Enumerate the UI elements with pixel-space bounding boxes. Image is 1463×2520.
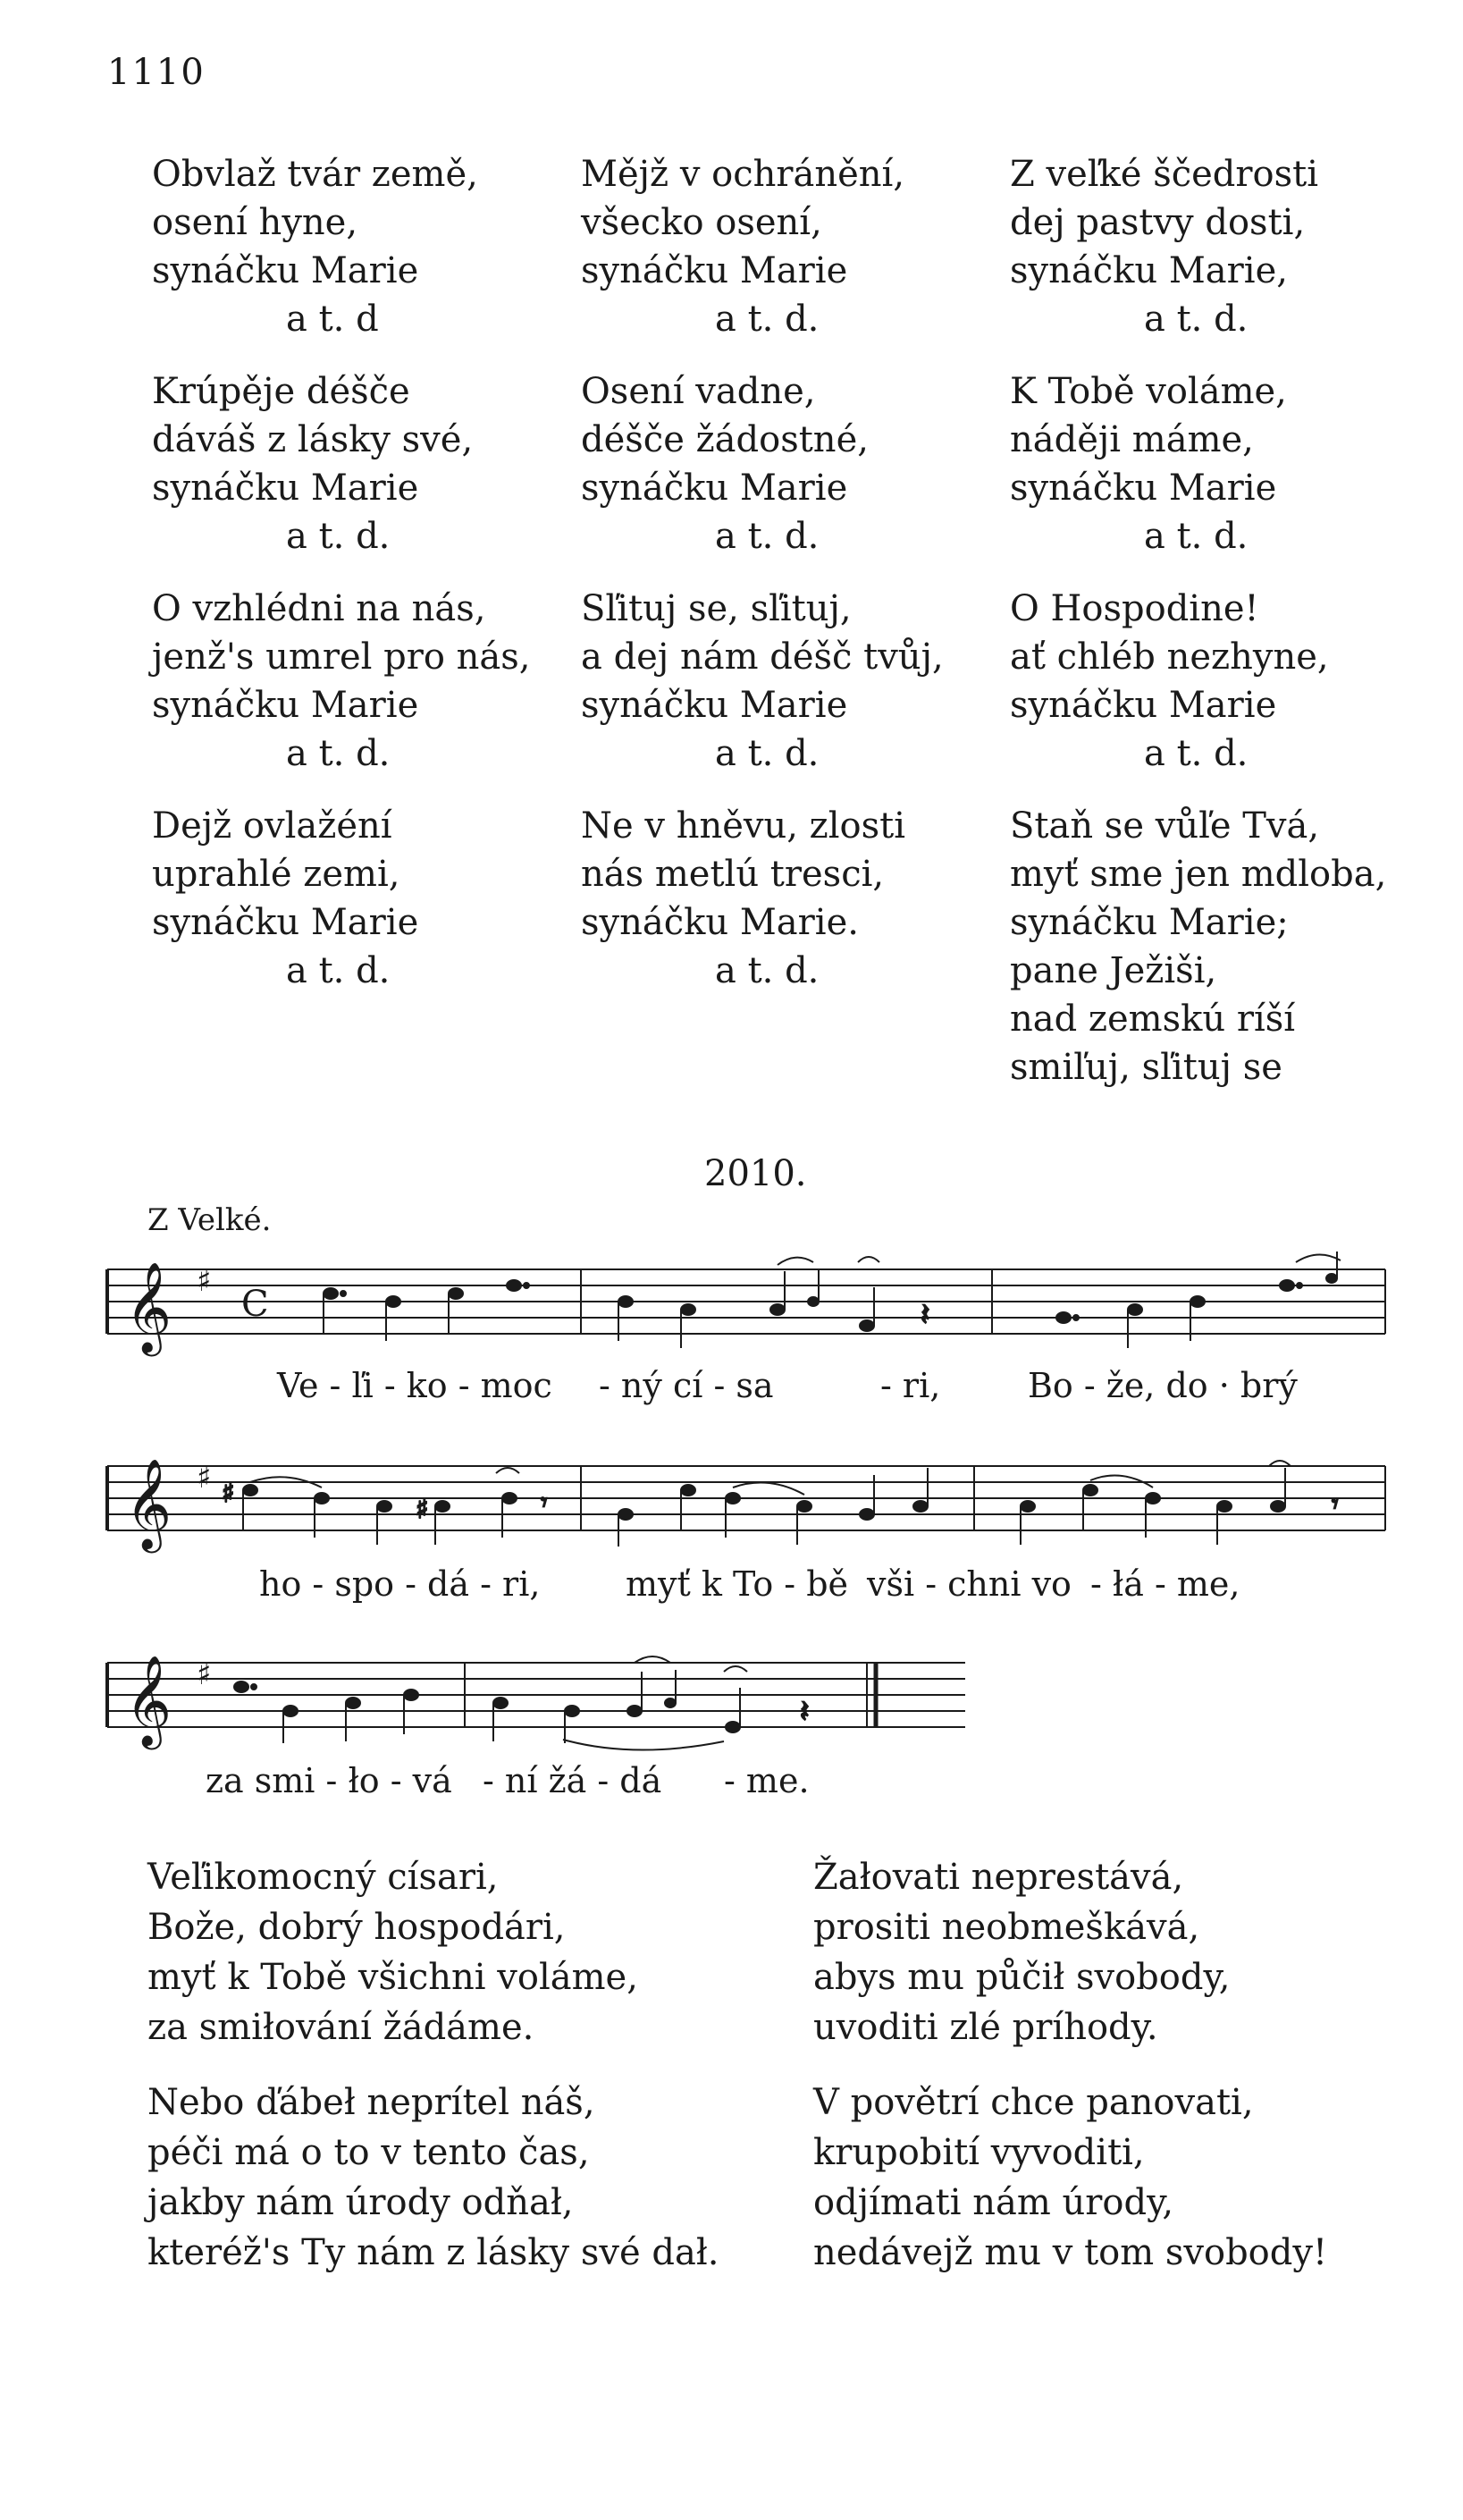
verse-line: nad zemskú ríší: [1010, 999, 1296, 1040]
verse-stanza: [581, 367, 1001, 560]
song-line: nedávejž mu v tom svobody!: [813, 2232, 1328, 2273]
verse-line: Krúpěje déšče: [152, 371, 410, 412]
svg-text:𝄞: 𝄞: [125, 1654, 172, 1746]
verse-stanza: [152, 150, 572, 343]
music-lyric-syllable-group: - łá - me,: [1090, 1564, 1240, 1604]
verse-line: nás metlú tresci,: [581, 854, 885, 895]
music-lyrics-row-3: [98, 1761, 992, 1806]
song-line: myť k Tobě všichni voláme,: [147, 1957, 638, 1998]
verse-stanza: [581, 150, 1001, 343]
song-line: abys mu půčił svobody,: [813, 1957, 1231, 1998]
staff-system-2: [98, 1448, 1385, 1618]
verse-line: synáčku Marie: [152, 902, 419, 943]
staff-system-1: [98, 1252, 1385, 1421]
verse-refrain: a t. d.: [286, 950, 391, 991]
verse-column-3: [1010, 150, 1430, 1116]
verse-line: synáčku Marie: [1010, 468, 1277, 509]
song-line: Nebo ďábeł neprítel náš,: [147, 2082, 595, 2123]
verse-line: a dej nám déšč tvůj,: [581, 636, 944, 678]
svg-text:♯: ♯: [197, 1263, 212, 1299]
song-line: za smiłování žádáme.: [147, 2007, 534, 2048]
verse-line: synáčku Marie,: [1010, 250, 1288, 291]
verse-line: pane Ježiši,: [1010, 950, 1217, 991]
music-lyric-syllable-group: vši - chni vo: [867, 1564, 1072, 1604]
verse-stanza: [1010, 367, 1430, 560]
song-line: Veľikomocný císari,: [147, 1857, 499, 1898]
staff-system-3: [98, 1645, 992, 1824]
verse-column-2: [581, 150, 1001, 1019]
svg-text:♯: ♯: [222, 1478, 235, 1509]
svg-text:𝄽: 𝄽: [921, 1297, 930, 1333]
verse-refrain: a t. d.: [286, 516, 391, 557]
verse-line: smiľuj, sľituj se: [1010, 1047, 1282, 1088]
music-lyric-syllable-group: - me.: [724, 1761, 810, 1800]
verse-refrain: a t. d.: [1144, 516, 1249, 557]
song-line: krupobití vyvoditi,: [813, 2132, 1145, 2173]
verse-line: Dejž ovlažéní: [152, 805, 392, 847]
verse-line: Staň se vůľe Tvá,: [1010, 805, 1320, 847]
verse-line: dáváš z lásky své,: [152, 419, 474, 460]
song-line: Žałovati neprestává,: [813, 1857, 1184, 1898]
verse-stanza: [581, 585, 1001, 778]
verse-line: K Tobě voláme,: [1010, 371, 1287, 412]
verse-line: Sľituj se, sľituj,: [581, 588, 852, 629]
song-line: uvoditi zlé príhody.: [813, 2007, 1158, 2048]
music-lyric-syllable-group: ho - spo - dá - ri,: [259, 1564, 541, 1604]
verse-line: synáčku Marie: [581, 468, 848, 509]
verse-line: Mějž v ochránění,: [581, 154, 905, 195]
verse-line: Osení vadne,: [581, 371, 816, 412]
music-lyrics-row-1: [98, 1366, 1385, 1411]
song-stanza: [147, 1852, 719, 2052]
verse-refrain: a t. d: [286, 299, 379, 340]
verse-stanza: [1010, 802, 1430, 1091]
svg-text:𝄽: 𝄽: [800, 1694, 810, 1730]
svg-text:𝄾: 𝄾: [1332, 1489, 1339, 1519]
page-number: 1110: [107, 52, 206, 93]
svg-text:♯: ♯: [197, 1656, 212, 1692]
verse-line: všecko osení,: [581, 202, 822, 243]
song-line: odjímati nám úrody,: [813, 2182, 1174, 2223]
song-line: Bože, dobrý hospodári,: [147, 1907, 566, 1948]
verse-refrain: a t. d.: [1144, 733, 1249, 774]
verse-refrain: a t. d.: [1144, 299, 1249, 340]
verse-stanza: [1010, 150, 1430, 343]
music-lyric-syllable-group: - ri,: [880, 1366, 941, 1405]
svg-text:𝄞: 𝄞: [125, 1457, 172, 1549]
verse-line: synáčku Marie;: [1010, 902, 1289, 943]
svg-text:𝄾: 𝄾: [541, 1488, 548, 1517]
verse-refrain: a t. d.: [715, 299, 820, 340]
verse-refrain: a t. d.: [715, 733, 820, 774]
verse-line: Ne v hněvu, zlosti: [581, 805, 906, 847]
verse-line: myť sme jen mdloba,: [1010, 854, 1387, 895]
verse-line: synáčku Marie: [581, 250, 848, 291]
music-lyric-syllable-group: za smi - ło - vá: [206, 1761, 452, 1800]
verse-column-1: [152, 150, 572, 1019]
music-lyric-syllable-group: Bo - že, do · brý: [1028, 1366, 1298, 1405]
verse-line: synáčku Marie: [152, 250, 419, 291]
song-stanza: [147, 2078, 719, 2278]
verse-stanza: [152, 585, 572, 778]
verse-stanza: [152, 802, 572, 995]
verse-refrain: a t. d.: [286, 733, 391, 774]
verse-line: dej pastvy dosti,: [1010, 202, 1306, 243]
verse-line: Z veľké ščedrosti: [1010, 154, 1318, 195]
music-lyric-syllable-group: - ný cí - sa: [599, 1366, 774, 1405]
verse-line: ať chléb nezhyne,: [1010, 636, 1329, 678]
song-number: 2010.: [704, 1153, 807, 1194]
music-lyric-syllable-group: Ve - ľi - ko - moc: [277, 1366, 552, 1405]
verse-line: náději máme,: [1010, 419, 1254, 460]
song-stanza: [813, 1852, 1327, 2052]
verse-line: Obvlaž tvár země,: [152, 154, 478, 195]
verse-line: déšče žádostné,: [581, 419, 869, 460]
verse-line: osení hyne,: [152, 202, 358, 243]
song-line: V povětrí chce panovati,: [813, 2082, 1254, 2123]
music-lyrics-row-2: [98, 1564, 1385, 1609]
source-label: Z Velké.: [147, 1202, 272, 1238]
verse-line: O vzhlédni na nás,: [152, 588, 486, 629]
verse-refrain: a t. d.: [715, 950, 820, 991]
song-line: péči má o to v tento čas,: [147, 2132, 590, 2173]
verse-refrain: a t. d.: [715, 516, 820, 557]
verse-stanza: [152, 367, 572, 560]
song-line: jakby nám úrody odňał,: [147, 2182, 574, 2223]
svg-text:♯: ♯: [197, 1460, 212, 1496]
staff-2-notation: [98, 1448, 1385, 1547]
verse-line: synáčku Marie: [1010, 685, 1277, 726]
svg-text:C: C: [241, 1284, 269, 1325]
music-lyric-syllable-group: myť k To - bě: [626, 1564, 849, 1604]
staff-1-notation: [98, 1252, 1385, 1353]
verse-line: uprahlé zemi,: [152, 854, 400, 895]
verse-line: O Hospodine!: [1010, 588, 1259, 629]
bottom-verses-left: [147, 1852, 719, 2303]
verse-line: jenž's umrel pro nás,: [152, 636, 531, 678]
verse-line: synáčku Marie: [152, 468, 419, 509]
verse-stanza: [1010, 585, 1430, 778]
svg-text:𝄞: 𝄞: [125, 1260, 172, 1353]
verse-stanza: [581, 802, 1001, 995]
song-stanza: [813, 2078, 1327, 2278]
music-lyric-syllable-group: - ní žá - dá: [483, 1761, 662, 1800]
verse-line: synáčku Marie: [581, 685, 848, 726]
song-line: prositi neobmeškává,: [813, 1907, 1200, 1948]
verse-line: synáčku Marie: [152, 685, 419, 726]
bottom-verses-right: [813, 1852, 1327, 2303]
staff-3-notation: [98, 1645, 992, 1752]
verse-line: synáčku Marie.: [581, 902, 859, 943]
svg-text:♯: ♯: [416, 1494, 429, 1525]
song-line: kteréž's Ty nám z lásky své dał.: [147, 2232, 719, 2273]
